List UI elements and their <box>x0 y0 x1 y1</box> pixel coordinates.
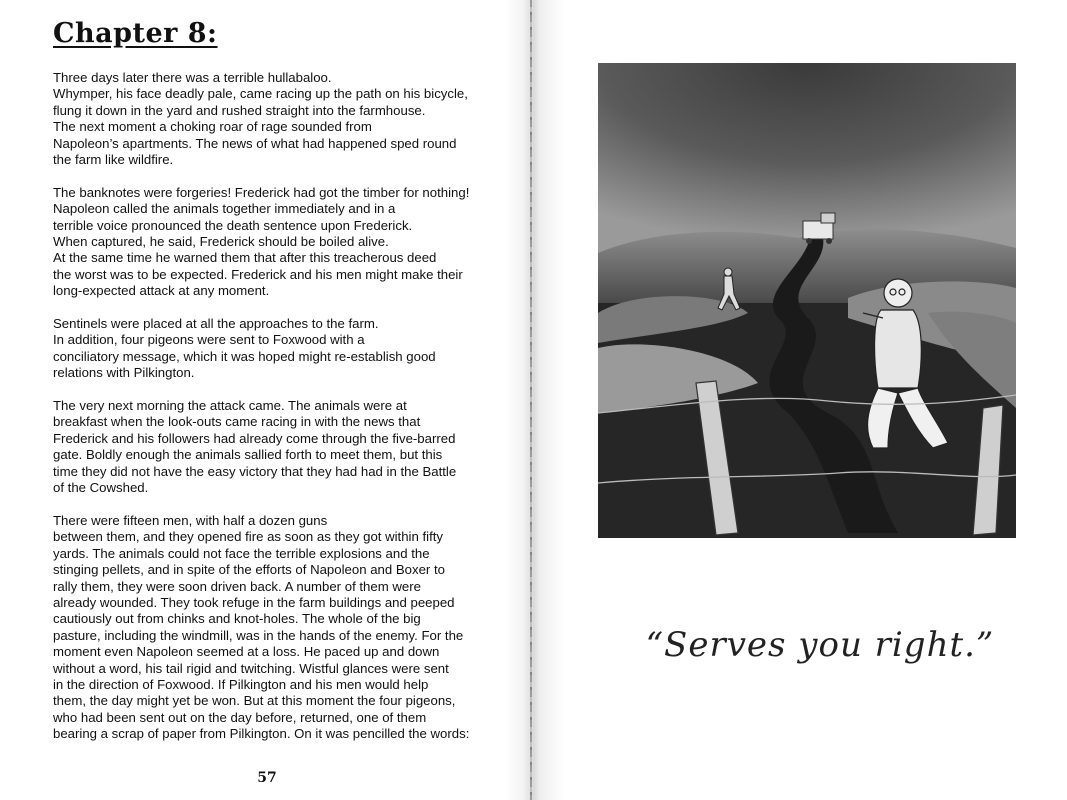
body-line: Three days later there was a terrible hullabaloo. <box>53 70 332 85</box>
body-line: between them, and they opened fire as soon as they got within fifty <box>53 529 444 545</box>
body-line: conciliatory message, which it was hoped might re-establish good <box>53 348 436 364</box>
body-line: of the Cowshed. <box>53 480 149 496</box>
body-line: At the same time he warned them that after this treacherous deed <box>53 250 437 266</box>
body-line: The very next morning the attack came. The animals were at <box>53 398 407 414</box>
body-line: Napoleon’s apartments. The news of what had happened sped round <box>53 135 457 151</box>
body-line: There were fifteen men, with half a dozen guns <box>53 512 328 528</box>
binding-stitches <box>530 0 532 800</box>
body-line: without a word, his tail rigid and twitching. Wistful glances were sent <box>53 660 449 676</box>
body-line: stinging pellets, and in spite of the efforts of Napoleon and Boxer to <box>53 562 445 578</box>
chapter-title: Chapter 8: <box>53 18 218 49</box>
handwritten-quote: “Serves you right.” <box>645 625 995 665</box>
body-line: rally them, they were soon driven back. A number of them were <box>53 578 421 594</box>
body-line: cautiously out from chinks and knot-holes. The whole of the big <box>53 611 421 627</box>
body-line: them, the day might yet be won. But at this moment the four pigeons, <box>53 693 456 709</box>
left-page <box>0 0 520 800</box>
body-line: breakfast when the look-outs came racing in with the news that <box>53 414 421 430</box>
body-line: The next moment a choking roar of rage sounded from <box>53 119 372 135</box>
page-number: 57 <box>257 770 277 786</box>
body-line: gate. Boldly enough the animals sallied forth to meet them, but this <box>53 447 443 463</box>
body-line: already wounded. They took refuge in the farm buildings and peeped <box>53 594 455 610</box>
body-line: moment even Napoleon seemed at a loss. He paced up and down <box>53 644 440 660</box>
body-line: time they did not have the easy victory that they had had in the Battle <box>53 463 457 479</box>
body-line: The banknotes were forgeries! Frederick had got the timber for nothing! <box>53 184 470 200</box>
body-line: the worst was to be expected. Frederick and his men might make their <box>53 266 463 282</box>
body-line: bearing a scrap of paper from Pilkington. On it was pencilled the words: <box>53 726 470 742</box>
paragraph-gap <box>53 300 503 316</box>
body-line: Frederick and his followers had already come through the five-barred <box>53 430 456 446</box>
book-gutter <box>505 0 565 800</box>
body-line: Whymper, his face deadly pale, came racing up the path on his bicycle, <box>53 86 468 102</box>
body-line: terrible voice pronounced the death sentence upon Frederick. <box>53 217 413 233</box>
body-line: pasture, including the windmill, was in the hands of the enemy. For the <box>53 627 464 643</box>
paragraph-gap <box>53 497 503 513</box>
body-line: Sentinels were placed at all the approaches to the farm. <box>53 316 379 332</box>
body-line: When captured, he said, Frederick should be boiled alive. <box>53 234 389 250</box>
body-line: yards. The animals could not face the terrible explosions and the <box>53 545 430 561</box>
body-line: Napoleon called the animals together immediately and in a <box>53 201 396 217</box>
illustration-night-field <box>598 63 1016 543</box>
paragraph-gap <box>53 382 503 398</box>
body-line: long-expected attack at any moment. <box>53 283 270 299</box>
body-line: who had been sent out on the day before, returned, one of them <box>53 709 427 725</box>
body-line: in the direction of Foxwood. If Pilkington and his men would help <box>53 676 429 692</box>
body-line: flung it down in the yard and rushed straight into the farmhouse. <box>53 102 426 118</box>
paragraph-gap <box>53 168 503 184</box>
body-line: the farm like wildfire. <box>53 152 174 168</box>
body-line: relations with Pilkington. <box>53 365 195 381</box>
chapter-body-text <box>53 70 503 743</box>
body-line: In addition, four pigeons were sent to Foxwood with a <box>53 332 365 348</box>
